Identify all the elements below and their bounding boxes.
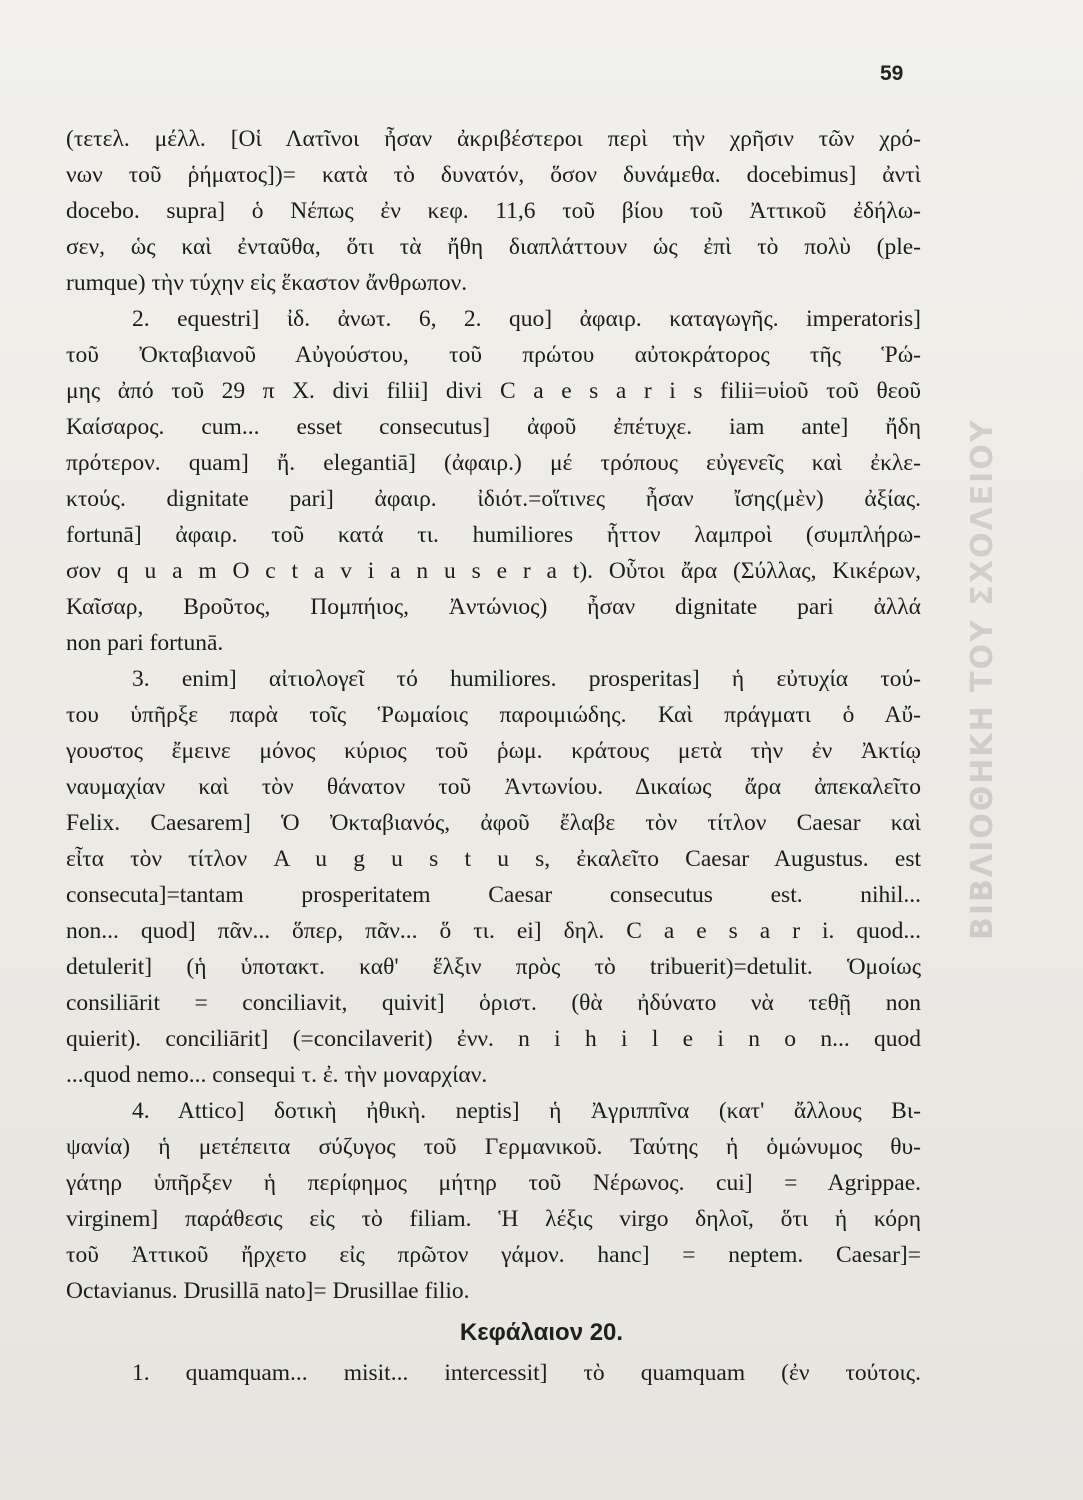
text-line: detulerit] (ἡ ὑποτακτ. καθ' ἕλξιν πρὸς τὸ tribuerit)=detulit. Ὁμοίως [66,954,921,980]
text-line: γάτηρ ὑπῆρξεν ἡ περίφημος μήτηρ τοῦ Νέρωνος. cui] = Agrippae. [66,1170,921,1196]
text-line: non pari fortunā. [66,630,224,656]
text-line: virginem] παράθεσις εἰς τὸ filiam. Ἡ λέξις virgo δηλοῖ, ὅτι ἡ κόρη [66,1206,921,1232]
text-line: consecuta]=tantam prosperitatem Caesar consecutus est. nihil... [66,882,921,908]
text-line: rumque) τὴν τύχην εἰς ἕκαστον ἄνθρωπον. [66,270,468,296]
text-line: Καίσαρος. cum... esset consecutus] ἀφοῦ ἐπέτυχε. iam ante] ἤδη [66,414,921,440]
text-line: non... quod] πᾶν... ὅπερ, πᾶν... ὅ τι. ei] δηλ. C a e s a r i. quod... [66,918,921,944]
text-line: πρότερον. quam] ἤ. elegantiā] (ἀφαιρ.) μέ τρόπους εὐγενεῖς καὶ ἐκλε- [66,450,921,476]
text-line: 1. quamquam... misit... intercessit] τὸ quamquam (ἐν τούτοις. [132,1360,921,1386]
text-line: quierit). conciliārit] (=concilaverit) ἐνν. n i h i l e i n o n... quod [66,1026,921,1052]
text-line: μης ἀπό τοῦ 29 π Χ. divi filii] divi C a e s a r i s filii=υἱοῦ τοῦ θεοῦ [66,378,921,404]
text-line: fortunā] ἀφαιρ. τοῦ κατά τι. humiliores ἧττον λαμπροὶ (συμπλήρω- [66,522,921,548]
text-line: νων τοῦ ῥήματος])= κατὰ τὸ δυνατόν, ὅσον δυνάμεθα. docebimus] ἀντὶ [66,162,921,188]
text-line: τοῦ Ὀκταβιανοῦ Αὐγούστου, τοῦ πρώτου αὐτοκράτορος τῆς Ῥώ- [66,342,921,368]
text-line: εἶτα τὸν τίτλον A u g u s t u s, ἐκαλεῖτο Caesar Augustus. est [66,846,921,872]
text-line: ναυμαχίαν καὶ τὸν θάνατον τοῦ Ἀντωνίου. Δικαίως ἄρα ἀπεκαλεῖτο [66,774,921,800]
text-line: Felix. Caesarem] Ὁ Ὀκταβιανός, ἀφοῦ ἔλαβε τὸν τίτλον Caesar καὶ [66,810,921,836]
text-line: του ὑπῆρξε παρὰ τοῖς Ῥωμαίοις παροιμιώδης. Καὶ πράγματι ὁ Αὔ- [66,702,921,728]
text-line: Καῖσαρ, Βροῦτος, Πομπήιος, Ἀντώνιος) ἦσαν dignitate pari ἀλλά [66,594,921,620]
text-line: 2. equestri] ἰδ. ἀνωτ. 6, 2. quo] ἀφαιρ. καταγωγῆς. imperatoris] [132,306,921,332]
text-line: τοῦ Ἀττικοῦ ἤρχετο εἰς πρῶτον γάμον. hanc] = neptem. Caesar]= [66,1242,921,1268]
text-line: Octavianus. Drusillā nato]= Drusillae filio. [66,1278,470,1304]
text-line: σον q u a m O c t a v i a n u s e r a t). Οὗτοι ἄρα (Σύλλας, Κικέρων, [66,558,921,584]
text-line: 4. Attico] δοτικὴ ἠθικὴ. neptis] ἡ Ἀγριππῖνα (κατ' ἄλλους Βι- [132,1098,921,1124]
chapter-heading: Κεφάλαιον 20. [459,1319,624,1346]
text-line: γουστος ἔμεινε μόνος κύριος τοῦ ῥωμ. κράτους μετὰ τὴν ἐν Ἀκτίῳ [66,738,921,764]
page-number: 59 [880,62,904,85]
text-line: docebo. supra] ὁ Νέπως ἐν κεφ. 11,6 τοῦ βίου τοῦ Ἀττικοῦ ἐδήλω- [66,198,921,224]
text-line: consiliārit = conciliavit, quivit] ὁριστ. (θὰ ἠδύνατο νὰ τεθῇ non [66,990,921,1016]
text-line: σεν, ὡς καὶ ἐνταῦθα, ὅτι τὰ ἤθη διαπλάττουν ὡς ἐπὶ τὸ πολὺ (ple- [66,234,921,260]
text-line: ...quod nemo... consequi τ. ἐ. τὴν μοναρχίαν. [66,1062,488,1088]
text-line: κτούς. dignitate pari] ἀφαιρ. ἰδιότ.=οἵτινες ἦσαν ἴσης(μὲν) ἀξίας. [66,486,921,512]
text-line: ψανία) ἡ μετέπειτα σύζυγος τοῦ Γερμανικοῦ. Ταύτης ἡ ὁμώνυμος θυ- [66,1134,921,1160]
text-line: (τετελ. μέλλ. [Οἱ Λατῖνοι ἦσαν ἀκριβέστεροι περὶ τὴν χρῆσιν τῶν χρό- [66,126,921,152]
text-line: 3. enim] αἰτιολογεῖ τό humiliores. prosperitas] ἡ εὐτυχία τού- [132,666,921,692]
stamp-text: ΒΙΒΛΙΟΘΗΚΗ ΤΟΥ ΣΧΟΛΕΙΟΥ [965,418,1000,940]
